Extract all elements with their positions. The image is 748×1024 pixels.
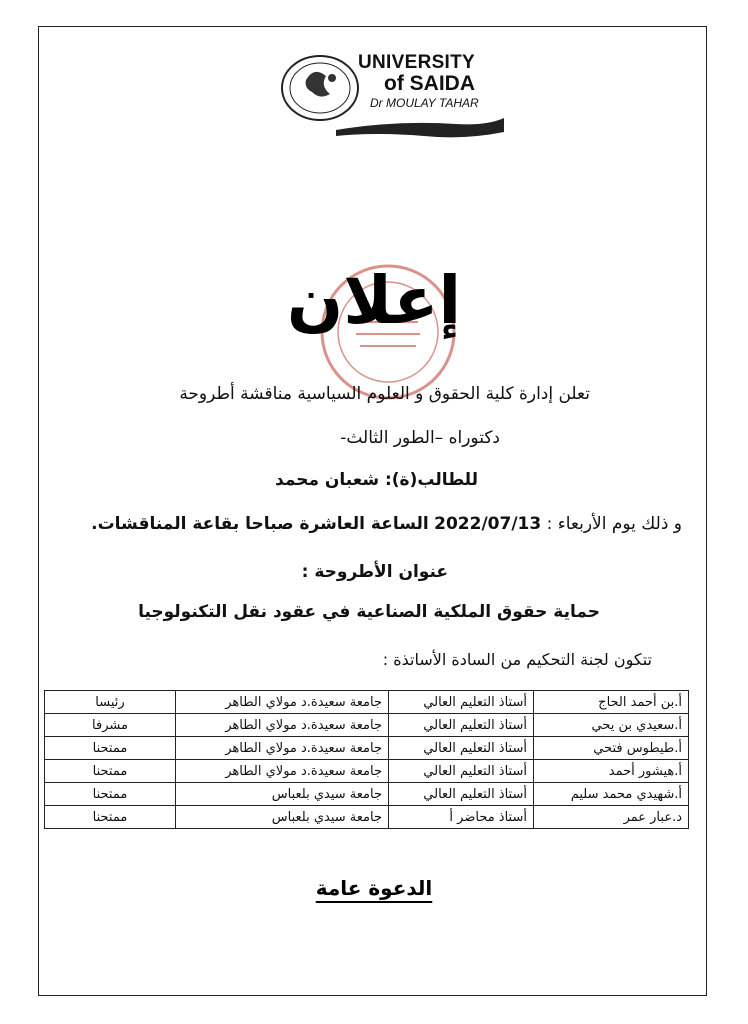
announcement-line-2: دكتوراه –الطور الثالث- <box>340 428 500 448</box>
member-name: أ.طيطوس فتحي <box>534 737 689 760</box>
member-university: جامعة سعيدة.د مولاي الطاهر <box>176 737 389 760</box>
member-role: رئيسا <box>45 691 176 714</box>
university-name-line3: Dr MOULAY TAHAR <box>370 96 479 110</box>
member-name: أ.سعيدي بن يحي <box>534 714 689 737</box>
table-row <box>45 783 689 806</box>
page-title: إعلان <box>286 262 462 339</box>
member-role: ممتحنا <box>45 806 176 829</box>
table-row <box>45 737 689 760</box>
member-name: أ.هيشور أحمد <box>534 760 689 783</box>
member-name: أ.بن أحمد الحاج <box>534 691 689 714</box>
university-name-line1: UNIVERSITY <box>358 52 476 73</box>
member-rank: أستاذ التعليم العالي <box>389 737 534 760</box>
member-rank: أستاذ محاضر أ <box>389 806 534 829</box>
thesis-title: حماية حقوق الملكية الصناعية في عقود نقل التكنولوجيا <box>138 602 600 622</box>
member-university: جامعة سعيدة.د مولاي الطاهر <box>176 714 389 737</box>
university-name-line2: of SAIDA <box>384 72 475 95</box>
date-line <box>91 514 682 534</box>
member-role: ممتحنا <box>45 737 176 760</box>
member-role: ممتحنا <box>45 760 176 783</box>
thesis-label: عنوان الأطروحة : <box>301 562 448 582</box>
member-role: ممتحنا <box>45 783 176 806</box>
member-rank: أستاذ التعليم العالي <box>389 760 534 783</box>
member-university: جامعة سيدي بلعباس <box>176 806 389 829</box>
table-row <box>45 760 689 783</box>
member-rank: أستاذ التعليم العالي <box>389 714 534 737</box>
member-name: أ.شهيدي محمد سليم <box>534 783 689 806</box>
member-university: جامعة سعيدة.د مولاي الطاهر <box>176 691 389 714</box>
date-suffix: الساعة العاشرة صباحا بقاعة المناقشات. <box>91 514 429 534</box>
member-name: د.عبار عمر <box>534 806 689 829</box>
member-role: مشرفا <box>45 714 176 737</box>
member-rank: أستاذ التعليم العالي <box>389 783 534 806</box>
member-rank: أستاذ التعليم العالي <box>389 691 534 714</box>
committee-intro: تتكون لجنة التحكيم من السادة الأساتذة : <box>382 650 652 669</box>
table-row <box>45 691 689 714</box>
table-row <box>45 806 689 829</box>
student-name-line: للطالب(ة): شعبان محمد <box>275 470 478 490</box>
defense-date: 2022/07/13 <box>434 514 542 534</box>
page-border <box>38 26 707 996</box>
member-university: جامعة سعيدة.د مولاي الطاهر <box>176 760 389 783</box>
table-row <box>45 714 689 737</box>
committee-table <box>44 690 689 829</box>
public-invitation: الدعوة عامة <box>315 876 433 900</box>
announcement-line-1: تعلن إدارة كلية الحقوق و العلوم السياسية مناقشة أطروحة <box>179 384 590 404</box>
member-university: جامعة سيدي بلعباس <box>176 783 389 806</box>
date-prefix: و ذلك يوم الأربعاء : <box>546 514 682 534</box>
